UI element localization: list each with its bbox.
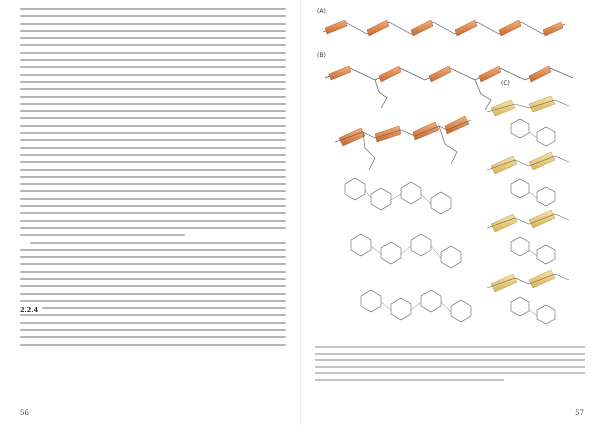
left-body-text [20, 8, 286, 348]
ribbon-diagram [315, 8, 585, 343]
right-footer [315, 407, 584, 417]
figure-caption [315, 346, 585, 385]
panel-c-backbone [487, 100, 569, 288]
panel-a-label: (A) [317, 8, 326, 15]
panel-a-backbone [323, 22, 565, 34]
section-heading-2: 2.2.4 [20, 306, 42, 314]
panel-b-label: (B) [317, 52, 326, 59]
left-footer [20, 407, 286, 417]
right-page [300, 0, 600, 425]
panel-c-ribbon [491, 96, 555, 292]
page-number: 57 [575, 409, 584, 417]
panel-c-label: (C) [501, 80, 510, 87]
page-number: 56 [20, 409, 29, 417]
structure-figure [315, 8, 585, 343]
